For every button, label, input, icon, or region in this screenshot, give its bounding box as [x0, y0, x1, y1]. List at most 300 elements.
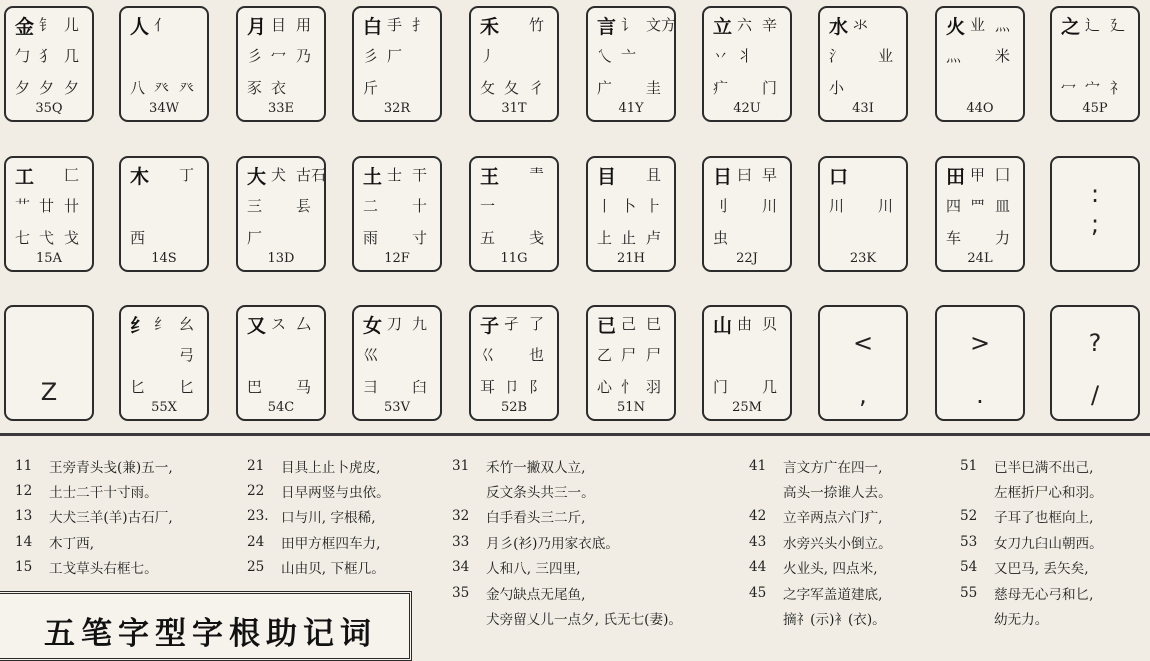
key-radical: 川: [762, 197, 778, 215]
key-main-radical: 禾: [480, 16, 500, 38]
key-radical: 癶: [179, 79, 195, 97]
mnemonic-text: 幼无力。: [994, 612, 1049, 629]
key-32r: [352, 6, 442, 122]
key-code: 15A: [36, 251, 62, 266]
key-radical: 扌: [412, 16, 428, 34]
key-radical: 匚: [64, 166, 80, 184]
mnemonic-number: 23.: [247, 508, 269, 525]
mnemonic-line: [749, 605, 892, 630]
mnemonic-number: 55: [960, 584, 978, 601]
key-radical: 幺: [179, 315, 195, 333]
key-symbol: ?: [1088, 329, 1102, 357]
key-radical: 匕: [179, 378, 195, 396]
key-radical: 早: [762, 166, 778, 184]
mnemonic-text: 土士二干十寸雨。: [49, 485, 158, 502]
mnemonic-text: 大犬三羊(羊)古石厂,: [49, 510, 173, 527]
key-main-radical: 田: [946, 166, 966, 188]
key-radical: 二: [363, 197, 379, 215]
key-radical: 广: [597, 79, 613, 97]
key-radical: 彡: [363, 47, 379, 65]
key-radical: 冖: [1061, 79, 1077, 97]
key-radical: 戋: [529, 229, 545, 247]
key-radical: 业: [970, 16, 986, 34]
key-code: 32R: [383, 101, 411, 116]
key-radical: 止: [621, 229, 637, 247]
key-radical: 灬: [995, 16, 1011, 34]
key-code: 11G: [500, 251, 528, 266]
mnemonic-text: 田甲方框四车力,: [281, 535, 381, 552]
mnemonic-line: [960, 605, 1103, 630]
mnemonic-line: [15, 504, 173, 529]
key-radical: 龶: [529, 166, 545, 184]
key-radical: 弋: [39, 229, 55, 247]
mnemonic-text: 工戈草头右框七。: [49, 561, 158, 578]
key-radical: 十: [412, 197, 428, 215]
key-radical: 皿: [995, 197, 1011, 215]
key-radical: 刂: [713, 197, 729, 215]
title-box: [0, 591, 412, 661]
key-main-radical: 子: [480, 315, 500, 337]
key-radical: 八: [130, 79, 146, 97]
key-symbol: <: [852, 329, 874, 357]
key-radical: 竹: [529, 16, 545, 34]
key-radical: 门: [713, 378, 729, 396]
mnemonic-text: 立辛两点六门疒,: [783, 510, 883, 527]
mnemonic-text: 金勺缺点无尾鱼,: [486, 586, 586, 603]
key-radical: ⺊: [646, 197, 662, 215]
key-code: 33E: [267, 101, 295, 116]
key-12f: [352, 156, 442, 272]
key-53v: [352, 305, 442, 421]
key-radical: 虫: [713, 229, 729, 247]
key-radical: 巛: [363, 346, 379, 364]
mnemonic-line: [247, 453, 390, 478]
mnemonic-number: 45: [749, 584, 767, 601]
key-radical: 夕: [64, 79, 80, 97]
key-radical: 灬: [946, 47, 962, 65]
key-symbol: /: [1090, 381, 1100, 409]
key-radical: 乃: [296, 47, 312, 65]
key-radical: 弓: [179, 346, 195, 364]
key-radical: 尸: [621, 346, 637, 364]
mnemonic-line: [960, 580, 1103, 605]
key-35q: [4, 6, 94, 122]
key-52b: [469, 305, 559, 421]
mnemonic-number: 32: [452, 508, 470, 525]
mnemonic-line: [960, 504, 1103, 529]
mnemonic-text: 禾竹一撇双人立,: [486, 459, 586, 476]
key-radical: 圭: [646, 79, 662, 97]
key-radical: 辛: [762, 16, 778, 34]
key-radical: 曰: [737, 166, 753, 184]
key-radical: 癶: [154, 79, 170, 97]
mnemonic-line: [247, 555, 390, 580]
key-code: 23K: [849, 251, 877, 266]
mnemonic-line: [749, 555, 892, 580]
mnemonic-text: 王旁青头戋(兼)五一,: [49, 459, 173, 476]
mnemonic-text: 火业头, 四点米,: [783, 561, 878, 578]
key-radical: 干: [412, 166, 428, 184]
key-main-radical: 山: [713, 315, 733, 337]
key-radical: 目: [271, 16, 287, 34]
key-radical: 厂: [247, 229, 263, 247]
key-radical: 罒: [970, 197, 986, 215]
mnemonic-text: 之字军盖道建底,: [783, 586, 883, 603]
key-main-radical: 又: [247, 315, 267, 337]
mnemonic-text: 水旁兴头小倒立。: [783, 535, 892, 552]
mnemonic-text: 山由贝, 下框几。: [281, 561, 385, 578]
key-radical: 巴: [247, 378, 263, 396]
key-code: 25M: [732, 400, 762, 415]
key-main-radical: 工: [15, 166, 35, 188]
mnemonic-number: 35: [452, 584, 470, 601]
key-radical: 氺: [853, 16, 869, 34]
mnemonic-line: [960, 453, 1103, 478]
mnemonic-line: [749, 504, 892, 529]
mnemonic-text: 目具上止卜虎皮,: [281, 459, 381, 476]
key-radical: 尸: [646, 346, 662, 364]
mnemonic-line: [452, 478, 682, 503]
mnemonic-line: [247, 478, 390, 503]
key-radical: 钅: [39, 16, 55, 34]
mnemonic-column-2: [247, 453, 390, 580]
key-radical: 寸: [412, 229, 428, 247]
key-main-radical: 立: [713, 16, 733, 38]
mnemonic-line: [452, 529, 682, 554]
key-main-radical: 月: [247, 16, 267, 38]
mnemonic-text: 犬旁留乂儿一点夕, 氏无七(妻)。: [486, 612, 682, 629]
key-radical: 亻: [154, 16, 170, 34]
key-main-radical: 日: [713, 166, 733, 188]
mnemonic-text: 日早两竖与虫依。: [281, 485, 390, 502]
key-r3-1: [4, 305, 94, 421]
key-radical: 宀: [1085, 79, 1101, 97]
key-r3-10: [1050, 305, 1140, 421]
mnemonic-number: 21: [247, 457, 265, 474]
key-radical: 夕: [39, 79, 55, 97]
mnemonic-line: [960, 555, 1103, 580]
key-radical: 衣: [271, 79, 287, 97]
key-radical: 彐: [363, 378, 379, 396]
mnemonic-text: 口与川, 字根稀,: [281, 510, 376, 527]
mnemonic-text: 言文方广在四一,: [783, 459, 883, 476]
mnemonic-line: [749, 529, 892, 554]
key-radical: 车: [946, 229, 962, 247]
key-45p: [1050, 6, 1140, 122]
key-radical: 彡: [247, 47, 263, 65]
key-main-radical: 口: [829, 166, 849, 188]
key-main-radical: 木: [130, 166, 150, 188]
mnemonic-number: 22: [247, 483, 265, 500]
key-radical: 勹: [15, 47, 31, 65]
key-radical: 疒: [713, 79, 729, 97]
key-main-radical: 人: [130, 16, 150, 38]
key-radical: 亠: [621, 47, 637, 65]
mnemonic-number: 41: [749, 457, 767, 474]
mnemonic-line: [960, 529, 1103, 554]
key-radical: 镸: [296, 197, 312, 215]
mnemonic-line: [452, 580, 682, 605]
key-radical: 厶: [296, 315, 312, 333]
key-code: 31T: [501, 101, 527, 116]
mnemonic-number: 11: [15, 457, 33, 474]
mnemonic-column-3: [452, 453, 682, 631]
key-11g: [469, 156, 559, 272]
key-main-radical: 已: [597, 315, 617, 337]
mnemonic-line: [452, 453, 682, 478]
key-symbol: ,: [859, 381, 867, 409]
key-r2-10: [1050, 156, 1140, 272]
key-radical: 五: [480, 229, 496, 247]
key-radical: 了: [529, 315, 545, 333]
key-radical: 刀: [387, 315, 403, 333]
key-radical: 文方: [646, 16, 677, 34]
key-22j: [702, 156, 792, 272]
key-symbol: >: [969, 329, 991, 357]
key-radical: 心: [597, 378, 613, 396]
key-radical: 四: [946, 197, 962, 215]
key-code: 44O: [966, 101, 994, 116]
mnemonic-number: 14: [15, 533, 33, 550]
key-radical: 讠: [621, 16, 637, 34]
mnemonic-line: [749, 580, 892, 605]
key-symbol: .: [976, 381, 984, 409]
key-radical: 业: [878, 47, 894, 65]
mnemonic-text: 已半巳满不出己,: [994, 459, 1094, 476]
key-radical: 阝: [529, 378, 545, 396]
key-radical: 斤: [363, 79, 379, 97]
mnemonic-text: 木丁西,: [49, 535, 95, 552]
key-radical: 且: [646, 166, 662, 184]
key-radical: 马: [296, 378, 312, 396]
mnemonic-line: [247, 529, 390, 554]
key-13d: [236, 156, 326, 272]
mnemonic-column-5: [960, 453, 1103, 631]
key-r3-9: [935, 305, 1025, 421]
key-54c: [236, 305, 326, 421]
mnemonic-line: [15, 555, 173, 580]
key-code: 35Q: [35, 101, 63, 116]
key-radical: 夂: [504, 79, 520, 97]
key-symbol: Z: [40, 378, 58, 406]
key-radical: 一: [480, 197, 496, 215]
key-radical: 丷: [713, 47, 729, 65]
mnemonic-line: [15, 529, 173, 554]
key-14s: [119, 156, 209, 272]
key-radical: 川: [829, 197, 845, 215]
key-radical: 孑: [504, 315, 520, 333]
mnemonic-line: [452, 504, 682, 529]
key-main-radical: 女: [363, 315, 383, 337]
key-radical: 己: [621, 315, 637, 333]
key-radical: 川: [878, 197, 894, 215]
key-51n: [586, 305, 676, 421]
key-radical: 丬: [737, 47, 753, 65]
key-41y: [586, 6, 676, 122]
key-33e: [236, 6, 326, 122]
key-radical: 戈: [64, 229, 80, 247]
key-radical: 巜: [480, 346, 496, 364]
mnemonic-number: 52: [960, 508, 978, 525]
mnemonic-number: 12: [15, 483, 33, 500]
key-radical: 艹: [15, 197, 31, 215]
key-radical: 几: [762, 378, 778, 396]
mnemonic-text: 人和八, 三四里,: [486, 561, 581, 578]
key-code: 51N: [617, 400, 645, 415]
key-main-radical: 火: [946, 16, 966, 38]
key-radical: 礻: [1110, 79, 1126, 97]
key-code: 21H: [617, 251, 645, 266]
key-main-radical: 王: [480, 166, 500, 188]
key-radical: 六: [737, 16, 753, 34]
key-radical: 由: [737, 315, 753, 333]
key-code: 24L: [967, 251, 993, 266]
key-radical: 匕: [130, 378, 146, 396]
key-24l: [935, 156, 1025, 272]
mnemonic-text: 女刀九臼山朝西。: [994, 535, 1103, 552]
key-radical: 几: [64, 47, 80, 65]
key-main-radical: 大: [247, 166, 267, 188]
key-radical: 囗: [995, 166, 1011, 184]
key-radical: 小: [829, 79, 845, 97]
mnemonic-number: 54: [960, 559, 978, 576]
key-radical: 士: [387, 166, 403, 184]
key-code: 53V: [384, 400, 410, 415]
key-code: 13D: [267, 251, 295, 266]
mnemonic-number: 15: [15, 559, 33, 576]
mnemonic-text: 又巴马, 丢矢矣,: [994, 561, 1089, 578]
key-radical: 犭: [39, 47, 55, 65]
key-code: 43I: [852, 101, 874, 116]
mnemonic-number: 25: [247, 559, 265, 576]
key-radical: 卜: [621, 197, 637, 215]
key-code: 14S: [151, 251, 177, 266]
mnemonic-text: 子耳了也框向上,: [994, 510, 1094, 527]
key-radical: 豕: [247, 79, 263, 97]
key-code: 45P: [1082, 101, 1108, 116]
key-code: 12F: [384, 251, 410, 266]
mnemonic-text: 高头一捺谁人去。: [783, 485, 892, 502]
key-radical: 也: [529, 346, 545, 364]
mnemonic-text: 摘礻(示)衤(衣)。: [783, 612, 886, 629]
key-symbol: ;: [1090, 210, 1100, 238]
key-radical: 用: [296, 16, 312, 34]
key-radical: 乙: [597, 346, 613, 364]
mnemonic-column-1: [15, 453, 173, 580]
key-symbol: :: [1090, 180, 1100, 208]
mnemonic-number: 13: [15, 508, 33, 525]
key-42u: [702, 6, 792, 122]
key-radical: 九: [412, 315, 428, 333]
key-r3-8: [818, 305, 908, 421]
key-radical: 儿: [64, 16, 80, 34]
key-radical: 攵: [480, 79, 496, 97]
key-43i: [818, 6, 908, 122]
key-radical: 犬: [271, 166, 287, 184]
key-25m: [702, 305, 792, 421]
key-main-radical: 目: [597, 166, 617, 188]
key-main-radical: 纟: [130, 315, 150, 337]
key-radical: 雨: [363, 229, 379, 247]
mnemonic-number: 24: [247, 533, 265, 550]
key-radical: 丁: [179, 166, 195, 184]
key-main-radical: 言: [597, 16, 617, 38]
key-radical: 夕: [15, 79, 31, 97]
key-main-radical: 水: [829, 16, 849, 38]
key-radical: 纟: [154, 315, 170, 333]
key-radical: 古石: [296, 166, 327, 184]
mnemonic-line: [247, 504, 390, 529]
key-main-radical: 之: [1061, 16, 1081, 38]
key-radical: 卢: [646, 229, 662, 247]
mnemonic-text: 左框折尸心和羽。: [994, 485, 1103, 502]
mnemonic-line: [960, 478, 1103, 503]
mnemonic-text: 月彡(衫)乃用家衣底。: [486, 535, 619, 552]
key-radical: 厂: [387, 47, 403, 65]
mnemonic-number: 43: [749, 533, 767, 550]
mnemonic-number: 34: [452, 559, 470, 576]
key-main-radical: 白: [363, 16, 383, 38]
page-title: 五笔字型字根助记词: [44, 616, 377, 652]
key-code: 55X: [151, 400, 177, 415]
key-55x: [119, 305, 209, 421]
key-radical: 氵: [829, 47, 845, 65]
key-radical: 廿: [39, 197, 55, 215]
key-radical: 卩: [504, 378, 520, 396]
key-radical: 贝: [762, 315, 778, 333]
mnemonic-text: 白手看头三二斤,: [486, 510, 586, 527]
mnemonic-number: 33: [452, 533, 470, 550]
key-44o: [935, 6, 1025, 122]
key-code: 34W: [149, 101, 179, 116]
key-21h: [586, 156, 676, 272]
mnemonic-text: 反文条头共三一。: [486, 485, 595, 502]
key-radical: 乀: [597, 47, 613, 65]
key-radical: 彳: [529, 79, 545, 97]
key-15a: [4, 156, 94, 272]
key-radical: 忄: [621, 378, 637, 396]
mnemonic-line: [452, 605, 682, 630]
key-radical: 西: [130, 229, 146, 247]
mnemonic-line: [15, 453, 173, 478]
key-radical: 手: [387, 16, 403, 34]
key-main-radical: 金: [15, 16, 35, 38]
key-23k: [818, 156, 908, 272]
key-code: 54C: [267, 400, 295, 415]
mnemonic-column-4: [749, 453, 892, 631]
key-radical: 辶: [1085, 16, 1101, 34]
mnemonic-number: 44: [749, 559, 767, 576]
key-radical: 冖: [271, 47, 287, 65]
mnemonic-number: 42: [749, 508, 767, 525]
key-radical: 卄: [64, 197, 80, 215]
mnemonic-text: 慈母无心弓和匕,: [994, 586, 1094, 603]
key-radical: 耳: [480, 378, 496, 396]
key-radical: 力: [995, 229, 1011, 247]
key-radical: 上: [597, 229, 613, 247]
mnemonic-number: 53: [960, 533, 978, 550]
mnemonic-line: [452, 555, 682, 580]
key-code: 42U: [733, 101, 761, 116]
mnemonic-line: [15, 478, 173, 503]
key-radical: ス: [271, 315, 287, 333]
key-radical: 米: [995, 47, 1011, 65]
key-radical: 丨: [597, 197, 613, 215]
key-radical: 三: [247, 197, 263, 215]
key-radical: 巳: [646, 315, 662, 333]
key-radical: 七: [15, 229, 31, 247]
mnemonic-number: 31: [452, 457, 470, 474]
